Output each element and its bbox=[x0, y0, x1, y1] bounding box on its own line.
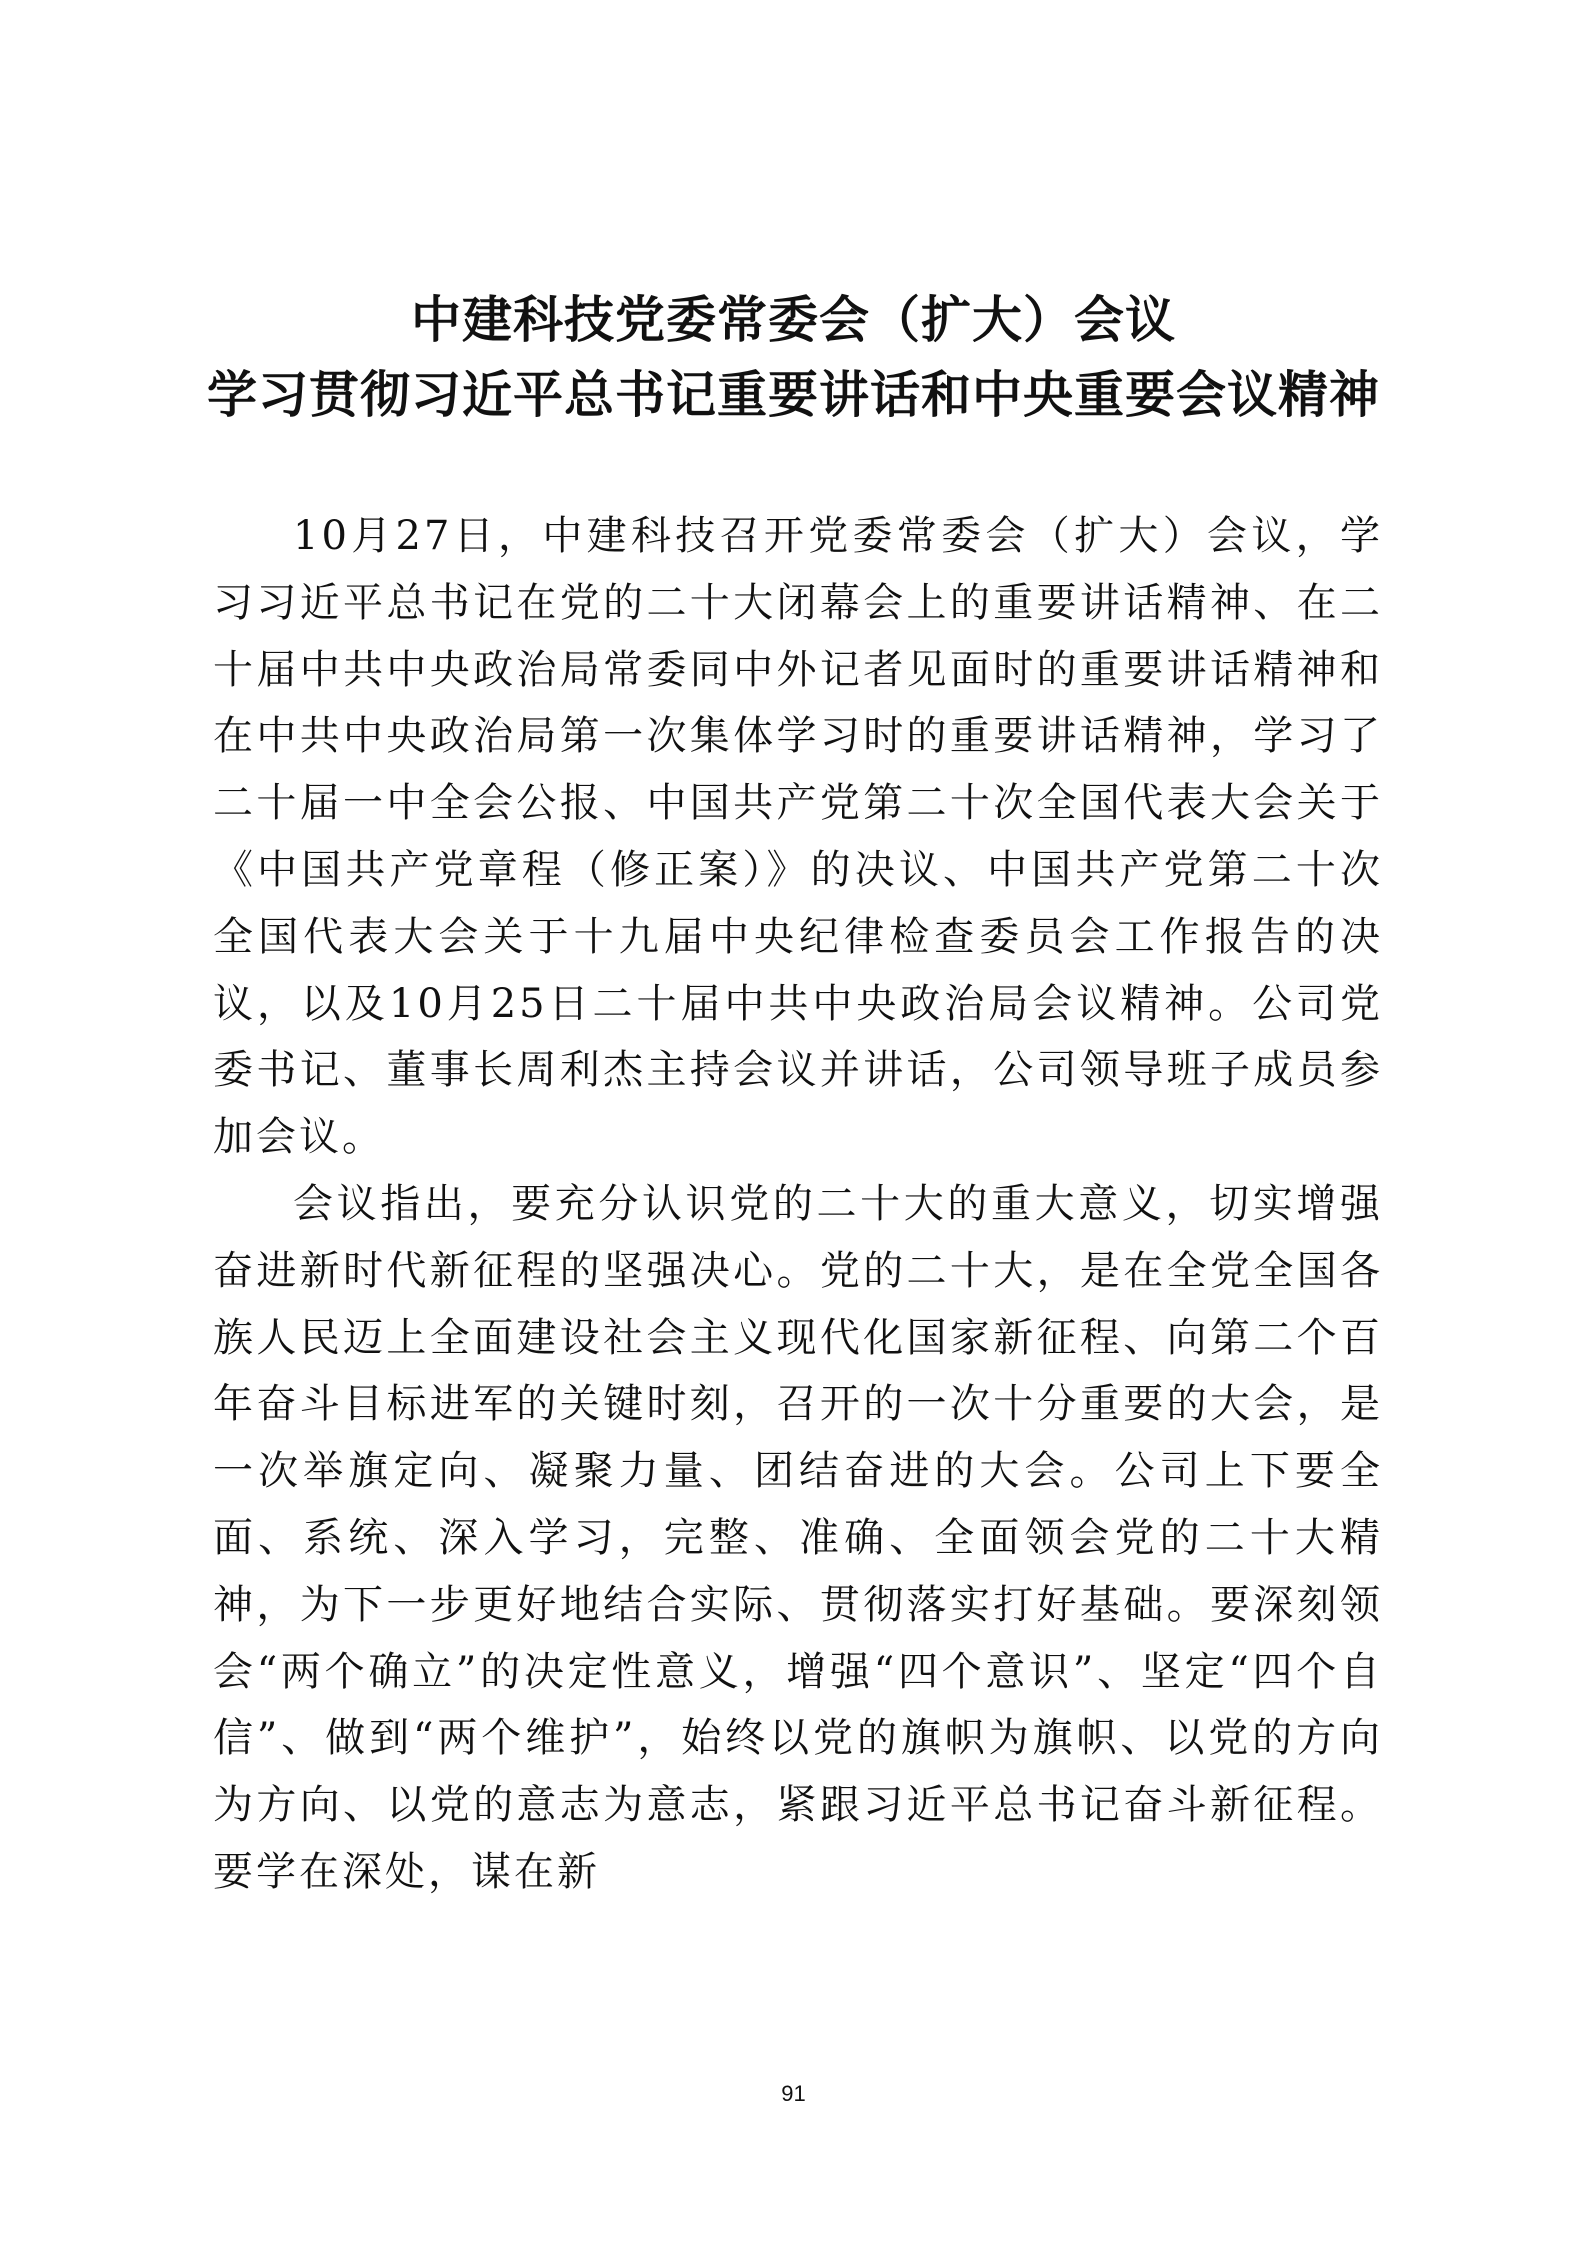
page-number: 91 bbox=[781, 2081, 806, 2106]
document-title-line-2: 学习贯彻习近平总书记重要讲话和中央重要会议精神 bbox=[207, 366, 1380, 424]
document-body bbox=[213, 503, 1383, 1906]
body-paragraph-1: 10月27日，中建科技召开党委常委会（扩大）会议，学习习近平总书记在党的二十大闭幕会上的重要讲话精神、在二十届中共中央政治局常委同中外记者见面时的重要讲话精神和在中共中央政治局第一次集体学习时的重要讲话精神，学习了二十届一中全会公报、中国共产党第二十次全国代表大会关于《中国共产党章程（修正案）》的决议、中国共产党第二十次全国代表大会关于十九届中央纪律检查委员会工作报告的决议，以及10月25日二十届中共中央政治局会议精神。公司党委书记、董事长周利杰主持会议并讲话，公司领导班子成员参加会议。 bbox=[213, 513, 1383, 1161]
body-paragraph-2: 会议指出，要充分认识党的二十大的重大意义，切实增强奋进新时代新征程的坚强决心。党的二十大，是在全党全国各族人民迈上全面建设社会主义现代化国家新征程、向第二个百年奋斗目标进军的关键时刻，召开的一次十分重要的大会，是一次举旗定向、凝聚力量、团结奋进的大会。公司上下要全面、系统、深入学习，完整、准确、全面领会党的二十大精神，为下一步更好地结合实际、贯彻落实打好基础。要深刻领会“两个确立”的决定性意义，增强“四个意识”、坚定“四个自信”、做到“两个维护”，始终以党的旗帜为旗帜、以党的方向为方向、以党的意志为意志，紧跟习近平总书记奋斗新征程。要学在深处，谋在新 bbox=[213, 1180, 1383, 1895]
document-title-line-1: 中建科技党委常委会（扩大）会议 bbox=[411, 291, 1176, 349]
